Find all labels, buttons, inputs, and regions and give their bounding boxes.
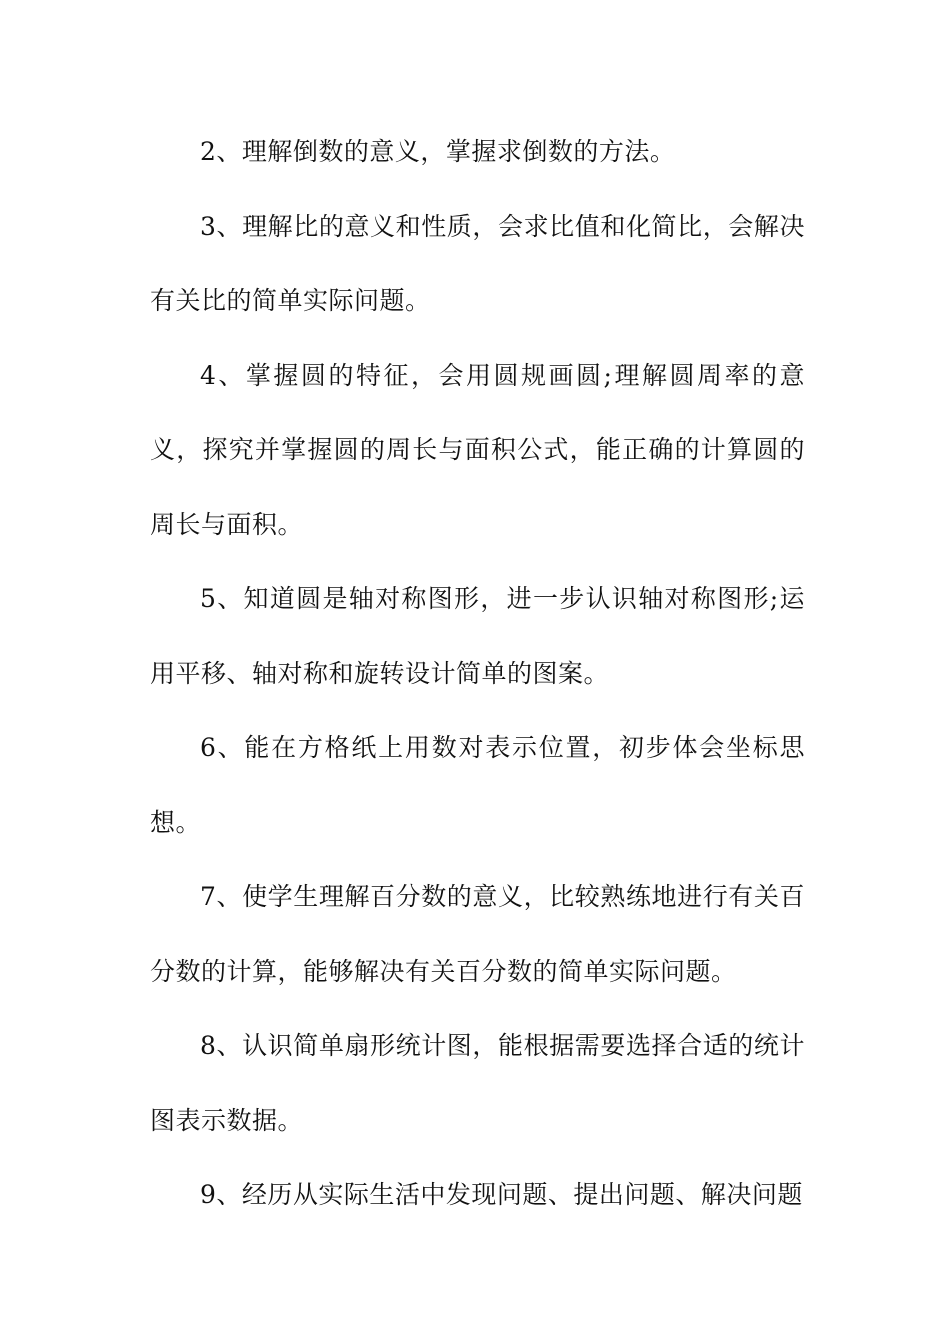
- paragraph-objective-9: 9、经历从实际生活中发现问题、提出问题、解决问题: [200, 1180, 803, 1209]
- paragraph-objective-5: 5、知道圆是轴对称图形，进一步认识轴对称图形;运用平移、轴对称和旋转设计简单的图案。: [150, 584, 805, 688]
- paragraph-objective-7: 7、使学生理解百分数的意义，比较熟练地进行有关百分数的计算，能够解决有关百分数的简单实际问题。: [150, 882, 805, 986]
- document-body: [150, 115, 805, 1233]
- paragraph-objective-2: 2、理解倒数的意义，掌握求倒数的方法。: [200, 137, 676, 166]
- paragraph-objective-8: 8、认识简单扇形统计图，能根据需要选择合适的统计图表示数据。: [150, 1031, 805, 1135]
- paragraph-objective-3: 3、理解比的意义和性质，会求比值和化简比，会解决有关比的简单实际问题。: [150, 211, 805, 315]
- paragraph-objective-6: 6、能在方格纸上用数对表示位置，初步体会坐标思想。: [150, 733, 805, 837]
- paragraph-objective-4: 4、掌握圆的特征，会用圆规画圆;理解圆周率的意义，探究并掌握圆的周长与面积公式，能正确的计算圆的周长与面积。: [150, 360, 805, 539]
